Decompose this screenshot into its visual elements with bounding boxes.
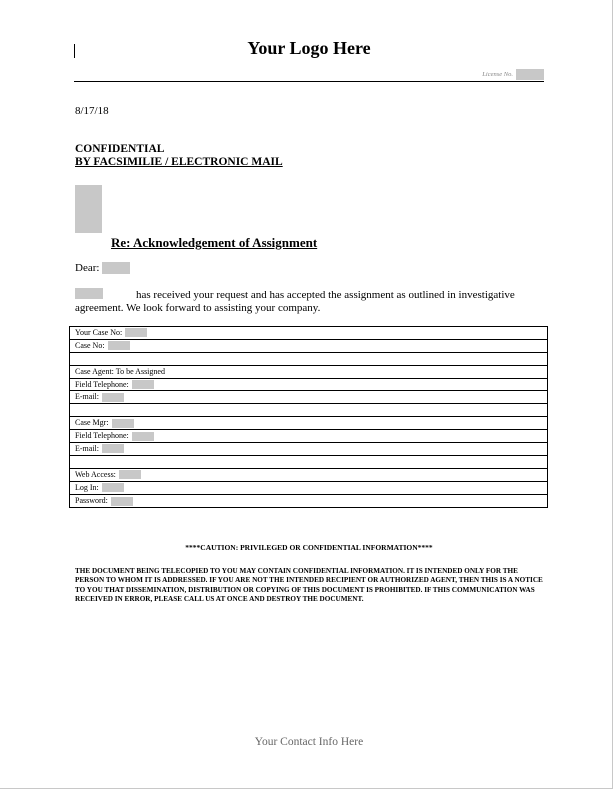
table-row [70, 366, 547, 379]
redacted-name [102, 262, 130, 274]
header-rule [74, 81, 544, 82]
delivery-method: BY FACSIMILIE / ELECTRONIC MAIL [75, 156, 283, 168]
redacted-license [516, 69, 544, 80]
body-paragraph [75, 288, 545, 315]
confidential-block [75, 143, 283, 169]
table-row [70, 469, 547, 482]
salutation [75, 262, 130, 274]
row-label: E-mail: [75, 443, 99, 453]
redacted-value [132, 380, 154, 389]
table-row [70, 417, 547, 430]
redacted-value [108, 341, 130, 350]
row-label: Field Telephone: [75, 431, 129, 441]
table-row [70, 443, 547, 456]
logo-placeholder: Your Logo Here [247, 38, 371, 58]
contact-info: Your Contact Info Here [254, 736, 364, 748]
table-row [70, 327, 547, 340]
body-text: has received your request and has accepted the assignment as outlined in investigative agreement. We look forward to assisting your company. [75, 289, 515, 314]
table-row [70, 482, 547, 495]
subject-line: Re: Acknowledgement of Assignment [111, 235, 318, 250]
salutation-text: Dear: [75, 262, 100, 274]
table-row [70, 353, 547, 366]
row-label: Password: [75, 496, 108, 506]
table-row [70, 379, 547, 392]
row-label: Web Access: [75, 469, 116, 479]
case-info-table [69, 326, 548, 508]
license-number [482, 69, 544, 80]
row-label: Your Case No: [75, 327, 123, 337]
redacted-value [119, 470, 141, 479]
table-row [70, 456, 547, 469]
redacted-company [75, 288, 103, 299]
row-label: Case No: [75, 340, 105, 350]
caution-title: ****CAUTION: PRIVILEGED OR CONFIDENTIAL INFORMATION**** [185, 543, 433, 552]
confidential-heading: CONFIDENTIAL [75, 143, 165, 155]
redacted-value [132, 432, 154, 441]
redacted-value [102, 483, 124, 492]
license-label: License No. [482, 71, 513, 78]
table-row [70, 340, 547, 353]
table-row [70, 430, 547, 443]
redacted-address [75, 185, 102, 233]
redacted-value [112, 419, 134, 428]
redacted-value [111, 497, 133, 506]
redacted-value [102, 393, 124, 402]
table-row [70, 391, 547, 404]
redacted-value [102, 444, 124, 453]
row-label: E-mail: [75, 392, 99, 402]
row-label: Field Telephone: [75, 379, 129, 389]
row-label: Case Mgr: [75, 418, 109, 428]
row-label: Log In: [75, 482, 99, 492]
table-row [70, 495, 547, 508]
table-row [70, 404, 547, 417]
letter-date: 8/17/18 [75, 105, 109, 117]
row-label: Case Agent: To be Assigned [75, 366, 165, 376]
caution-notice: THE DOCUMENT BEING TELECOPIED TO YOU MAY CONTAIN CONFIDENTIAL INFORMATION. IT IS INTENDED ONLY FOR THE PERSON TO WHOM IT IS ADDRESSED. IF YOU ARE NOT THE INTENDED RECIPIENT OR AUTHORIZED AGENT, THEN THIS IS A NOTICE TO YOU THAT DISSEMINATION, DISTRIBUTION OR COPYING OF THIS DOCUMENT IS PROHIBITED. IF THIS COMMUNICATION WAS RECEIVED IN ERROR, PLEASE CALL US AT ONCE AND DESTROY THE DOCUMENT. [75, 567, 543, 603]
redacted-value [125, 328, 147, 337]
